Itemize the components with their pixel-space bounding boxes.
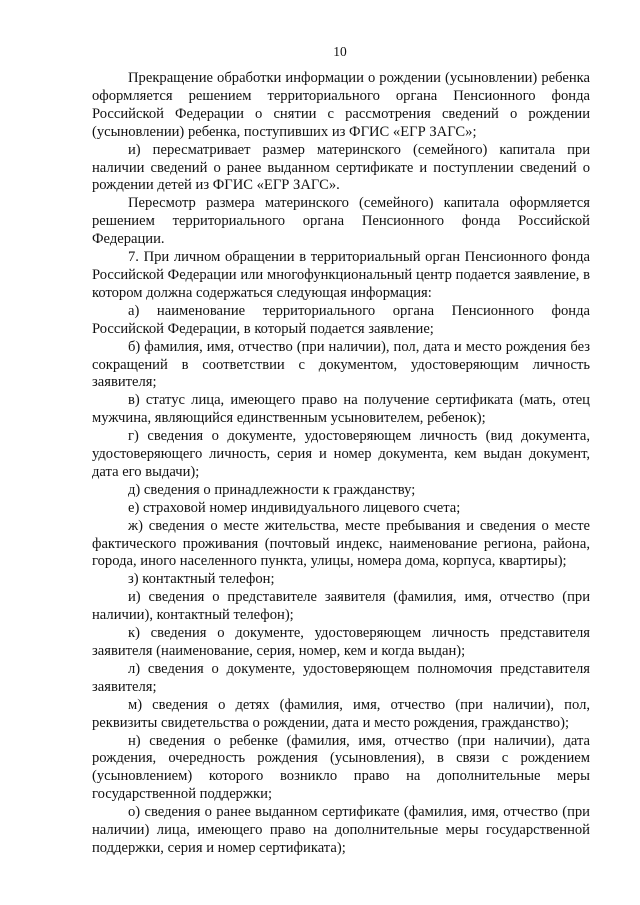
list-item-b: б) фамилия, имя, отчество (при наличии), пол, дата и место рождения без сокращений в соответствии с документом, удостоверяющим личность заявителя; xyxy=(92,338,590,391)
list-item-z: з) контактный телефон; xyxy=(128,571,275,588)
paragraph-review-decision: Пересмотр размера материнского (семейного) капитала оформляется решением территориального органа Пенсионного фонда Российской Федерации. xyxy=(92,195,590,248)
list-item-d: д) сведения о принадлежности к гражданству; xyxy=(128,481,416,498)
document-body xyxy=(92,70,590,858)
list-item-m: м) сведения о детях (фамилия, имя, отчество (при наличии), пол, реквизиты свидетельства о рождении, дата и место рождения, гражданство); xyxy=(92,696,590,731)
list-item-l: л) сведения о документе, удостоверяющем полномочия представителя заявителя; xyxy=(92,660,590,695)
list-item-n: н) сведения о ребенке (фамилия, имя, отчество (при наличии), дата рождения, очередность рождения (усыновления), в связи с рождением (усыновлением) которого возникло право на дополнительные меры государственной поддержки; xyxy=(92,732,590,803)
list-item-zh: ж) сведения о месте жительства, месте пребывания и сведения о месте фактического проживания (почтовый индекс, наименование региона, района, города, иного населенного пункта, улицы, номера дома, корпуса, квартиры); xyxy=(92,517,590,570)
list-item-a: а) наименование территориального органа Пенсионного фонда Российской Федерации, в который подается заявление; xyxy=(92,302,590,337)
list-item-e: е) страховой номер индивидуального лицевого счета; xyxy=(128,499,461,516)
list-item-o: о) сведения о ранее выданном сертификате (фамилия, имя, отчество (при наличии) лица, имеющего право на дополнительные меры государственной поддержки, серия и номер сертификата); xyxy=(92,804,590,856)
page-number: 10 xyxy=(333,44,347,59)
list-item-v: в) статус лица, имеющего право на получение сертификата (мать, отец мужчина, являющийся единственным усыновителем, ребенок); xyxy=(92,392,590,427)
list-item-k: к) сведения о документе, удостоверяющем личность представителя заявителя (наименование, серия, номер, кем и когда выдан); xyxy=(92,625,590,659)
paragraph-item-i-review: и) пересматривает размер материнского (семейного) капитала при наличии сведений о ранее выданном сертификате и поступлении сведений о рождении детей из ФГИС «ЕГР ЗАГС». xyxy=(92,141,590,194)
paragraph-section-7: 7. При личном обращении в территориальный орган Пенсионного фонда Российской Федерации или многофункциональный центр подается заявление, в котором должна содержаться следующая информация: xyxy=(92,249,590,301)
list-item-g: г) сведения о документе, удостоверяющем личность (вид документа, удостоверяющего личность, серия и номер документа, кем выдан документ, дата его выдачи); xyxy=(92,428,590,480)
list-item-i: и) сведения о представителе заявителя (фамилия, имя, отчество (при наличии), контактный телефон); xyxy=(92,589,590,624)
paragraph-termination-decision: Прекращение обработки информации о рождении (усыновлении) ребенка оформляется решением территориального органа Пенсионного фонда Российской Федерации о снятии с рассмотрения сведений о рождении (усыновлении) ребенка, поступивших из ФГИС «ЕГР ЗАГС»; xyxy=(92,70,590,140)
